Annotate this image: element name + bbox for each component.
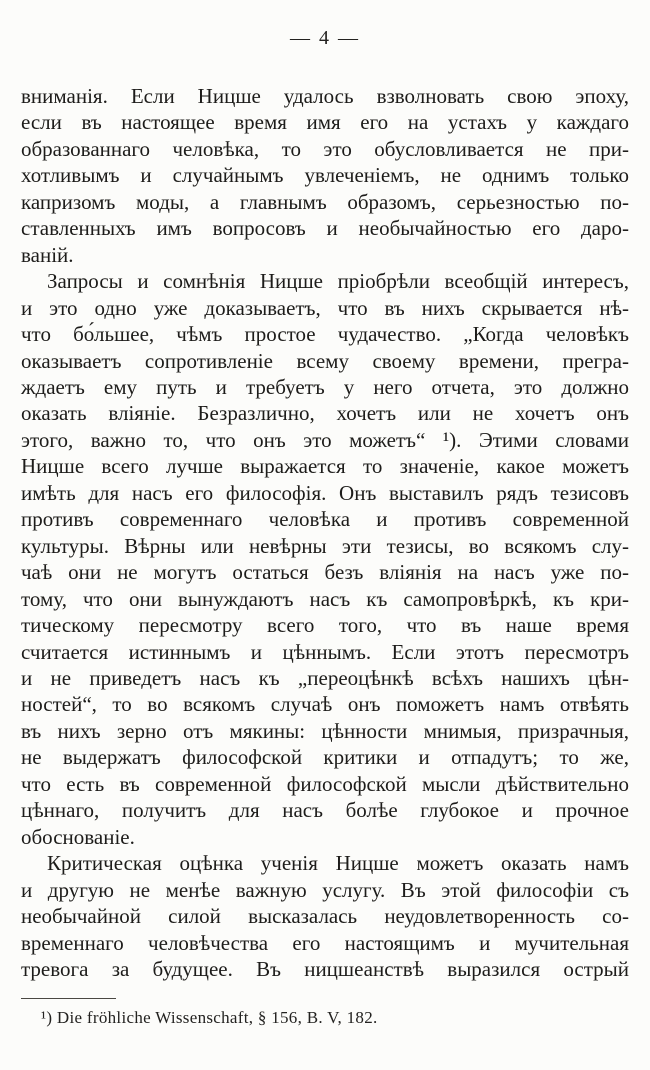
text-line: оказываетъ сопротивленіе всему своему времени, прегра- [21,348,629,373]
text-line: образованнаго человѣка, то это обусловливается не при- [21,136,629,161]
text-line: ваній. [21,242,74,267]
text-line: что бо́льшее, чѣмъ простое чудачество. „Когда человѣкъ [21,322,629,347]
text-line: необычайной силой высказалась неудовлетворенность со- [21,904,629,929]
text-line: если въ настоящее время имя его на устахъ у каждаго [21,110,629,135]
text-line: чаѣ они не могутъ остаться безъ вліянія на насъ уже по- [21,560,629,585]
text-line: тому, что они вынуждаютъ насъ къ самопровѣркѣ, къ кри- [21,586,629,611]
body-text [21,83,629,982]
text-line: хотливымъ и случайнымъ увлеченіемъ, не однимъ только [21,163,629,188]
text-line: ждаетъ ему путь и требуетъ у него отчета, это должно [21,374,629,399]
text-line: противъ современнаго человѣка и противъ современной [21,507,629,532]
text-line: не выдержатъ философской критики и отпадутъ; то же, [21,745,629,770]
text-line: оказать вліяніе. Безразлично, хочетъ или не хочетъ онъ [21,401,629,426]
paragraph [21,268,629,850]
text-line: Ницше всего лучше выражается то значеніе, какое можетъ [21,454,629,479]
text-line: и не приведетъ насъ къ „переоцѣнкѣ всѣхъ нашихъ цѣн- [21,665,629,690]
text-line: тическому пересмотру всего того, что въ наше время [21,613,629,638]
text-line: культуры. Вѣрны или невѣрны эти тезисы, во всякомъ слу- [21,533,629,558]
text-line: обоснованіе. [21,824,135,849]
paragraph [21,83,629,268]
paragraph [21,850,629,982]
page-number: — 4 — [290,27,360,49]
text-line: и это одно уже доказываетъ, что въ нихъ скрывается нѣ- [21,295,629,320]
text-line: и другую не менѣе важную услугу. Въ этой философіи съ [21,877,629,902]
text-line: тревога за будущее. Въ ницшеанствѣ выразился острый [21,956,629,981]
text-line: цѣннаго, получитъ для насъ болѣе глубокое и прочное [21,798,629,823]
text-line: въ нихъ зерно отъ мякины: цѣнности мнимыя, призрачныя, [21,718,629,743]
text-line: ставленныхъ имъ вопросовъ и необычайностью его даро- [21,216,629,241]
text-line: что есть въ современной философской мысли дѣйствительно [21,771,629,796]
text-line: ностей“, то во всякомъ случаѣ онъ поможетъ намъ отвѣять [21,692,629,717]
text-line: Критическая оцѣнка ученія Ницше можетъ оказать намъ [47,851,629,876]
text-line: считается истиннымъ и цѣннымъ. Если этотъ пересмотръ [21,639,629,664]
text-line: Запросы и сомнѣнія Ницше пріобрѣли всеобщій интересъ, [47,269,629,294]
text-line: капризомъ моды, а главнымъ образомъ, серьезностью по- [21,189,629,214]
text-line: этого, важно то, что онъ это можетъ“ ¹). Этими словами [21,427,629,452]
footnote: ¹) Die fröhliche Wissenschaft, § 156, B. V, 182. [41,1008,378,1028]
text-line: вниманія. Если Ницше удалось взволновать свою эпоху, [21,84,629,108]
footnote-divider [21,998,116,999]
text-line: имѣть для насъ его философія. Онъ выставилъ рядъ тезисовъ [21,480,629,505]
text-line: временнаго человѣчества его настоящимъ и мучительная [21,930,629,955]
